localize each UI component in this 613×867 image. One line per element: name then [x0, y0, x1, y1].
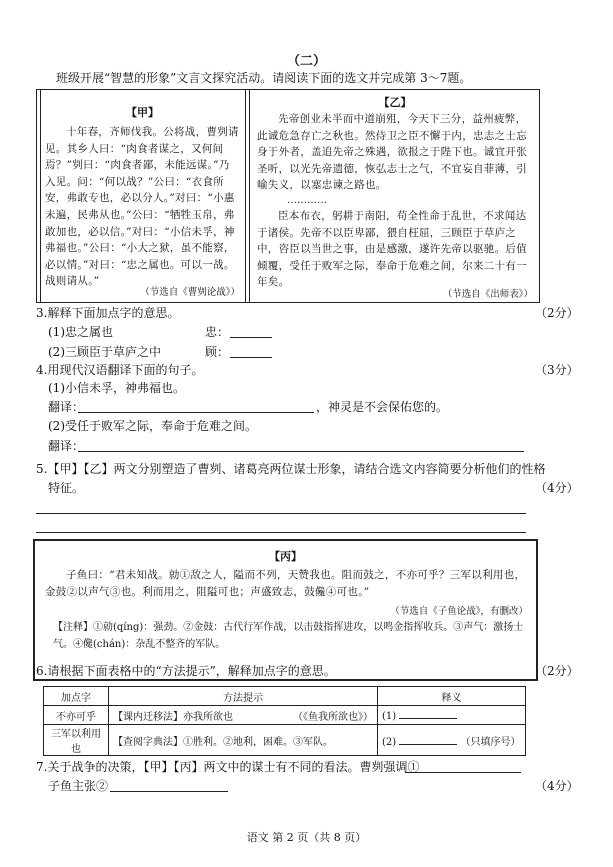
q3-score: （2分）	[535, 306, 579, 320]
table-header: 加点字	[44, 687, 109, 706]
table-row	[44, 725, 526, 756]
q7-stem-2: 子鱼主张②	[48, 779, 109, 793]
q3-item-1: (1)忠之属也	[48, 325, 113, 339]
answer-line[interactable]	[399, 708, 457, 719]
method-text: 【课内迁移法】亦我所欲也	[113, 711, 233, 723]
answer-label: (2)	[382, 736, 397, 748]
q7-answer-line-2[interactable]	[110, 791, 228, 792]
column-divider	[245, 90, 250, 302]
q4-tail-1: ，神灵是不会保佑您的。	[316, 400, 449, 414]
passage-yi-source: （节选自《出师表》）	[442, 289, 533, 300]
answer-line[interactable]	[399, 734, 457, 745]
q3-char-1: 忠：	[205, 325, 230, 339]
passage-yi-text-2: 臣本布衣，躬耕于南阳，苟全性命于乱世，不求闻达于诸侯。先帝不以臣卑鄙，猥自枉屈，三顾臣于草庐之中，咨臣以当世之事，由是感激，遂许先帝以驱驰。后值倾覆，受任于败军之际，奉命于危难之间，尔来二十有一年矣。	[257, 209, 527, 289]
q4-stem: 4.用现代汉语翻译下面的句子。	[36, 363, 204, 377]
table-row	[44, 706, 526, 725]
q6-score: （2分）	[535, 664, 579, 678]
q3-item-2: (2)三顾臣于草庐之中	[48, 345, 161, 359]
q7-score: （4分）	[535, 779, 579, 793]
section-intro: 班级开展“智慧的形象”文言文探究活动。请阅读下面的选文并完成第 3～7题。	[56, 71, 472, 85]
passage-jia-heading: 【甲】	[126, 106, 159, 119]
q6-stem: 6.请根据下面表格中的“方法提示”，解释加点字的意思。	[36, 664, 336, 678]
table-cell-method: 【查阅字典法】①胜利。②地利，困难。③军队。	[109, 725, 378, 756]
table-cell-word: 三军以利用也	[44, 725, 109, 756]
table-header-row	[44, 687, 526, 706]
q3-char-2: 顾：	[205, 345, 230, 359]
passage-bing-heading: 【丙】	[269, 550, 302, 563]
answer-label: (1)	[382, 711, 397, 722]
passage-yi	[257, 94, 533, 300]
method-ref: （《鱼我所欲也》）	[293, 711, 373, 723]
q4-answer-line-1[interactable]	[78, 412, 314, 413]
passage-jia-source: （节选自《曹刿论战》）	[140, 287, 240, 298]
passage-bing-source: （节选自《子鱼论战》，有删改）	[390, 606, 528, 617]
table-cell-word: 不亦可乎	[44, 706, 109, 725]
q4-label-2: 翻译：	[48, 439, 85, 453]
q5-stem: 5.【甲】【乙】两文分别塑造了曹刿、诸葛亮两位谋士形象，请结合选文内容简要分析他们的性格	[36, 462, 546, 476]
passage-jia-text: 十年春，齐师伐我。公将战，曹刿请见。其乡人曰：“肉食者谋之，又何间焉？”刿曰：“肉食者鄙，未能远谋。”乃入见。问：“何以战？”公曰：“衣食所安，弗敢专也，必以分人。”对曰：“小惠未遍，民弗从也。”公曰：“牺牲玉帛，弗敢加也，必以信。”对曰：“小信未孚，神弗福也。”公曰：“小大之狱，虽不能察，必以情。”对曰：“忠之属也。可以一战。战则请从。”	[45, 126, 239, 288]
q4-item-2: (2)受任于败军之际，奉命于危难之间。	[48, 419, 257, 433]
table-header: 释义	[378, 687, 526, 706]
passage-jia	[45, 104, 240, 298]
q6-table	[43, 686, 526, 756]
passage-box-bing	[33, 539, 538, 681]
q4-score: （3分）	[535, 363, 579, 377]
passage-box-jia-yi	[36, 89, 540, 303]
q4-label-1: 翻译：	[48, 400, 85, 414]
passage-yi-text-1: 先帝创业未半而中道崩殂，今天下三分，益州疲弊，此诚危急存亡之秋也。然侍卫之臣不懈于内，忠志之士忘身于外者，盖追先帝之殊遇，欲报之于陛下也。诚宜开张圣听，以光先帝遗德，恢弘志士之气，不宜妄自菲薄，引喻失义，以塞忠谏之路也。	[257, 113, 527, 192]
table-cell-answer	[378, 706, 526, 725]
passage-yi-ellipsis: …………	[287, 194, 327, 206]
table-cell-method	[109, 706, 378, 725]
passage-bing-notes: 【注释】①勍(qíng)：强劲。②金鼓：古代行军作战，以击鼓指挥进攻，以鸣金指挥收兵。③声气：激扬士气。④儳(chán)：杂乱不整齐的军队。	[53, 622, 524, 650]
q5-score: （4分）	[535, 481, 579, 495]
answer-note: （只填序号）	[460, 736, 521, 748]
q7-stem: 7.关于战争的决策，【甲】【丙】两文中的谋士有不同的看法。曹刿强调①	[36, 760, 420, 774]
passage-yi-heading: 【乙】	[378, 96, 412, 109]
table-cell-answer	[378, 725, 526, 756]
q7-answer-line-1[interactable]	[405, 772, 521, 773]
q5-stem-2: 特征。	[48, 481, 85, 495]
q5-answer-line-2[interactable]	[36, 532, 526, 533]
q4-answer-line-2[interactable]	[78, 451, 524, 452]
passage-bing-text: 子鱼曰：“君未知战。勍①敌之人，隘而不列，天赞我也。阻而鼓之，不亦可乎？三军以利用也，金鼓②以声气③也。利而用之，阻隘可也；声盛致志，鼓儳④可也。”	[45, 569, 526, 598]
q3-stem: 3.解释下面加点字的意思。	[36, 306, 180, 320]
table-header: 方法提示	[109, 687, 378, 706]
q4-item-1: (1)小信未孚，神弗福也。	[48, 381, 185, 395]
q5-answer-line-1[interactable]	[36, 513, 526, 514]
section-title: （二）	[286, 54, 326, 69]
page-footer: 语文 第 2 页（共 8 页）	[246, 831, 367, 844]
q3-answer-line-1[interactable]	[230, 337, 272, 338]
q3-answer-line-2[interactable]	[230, 357, 272, 358]
